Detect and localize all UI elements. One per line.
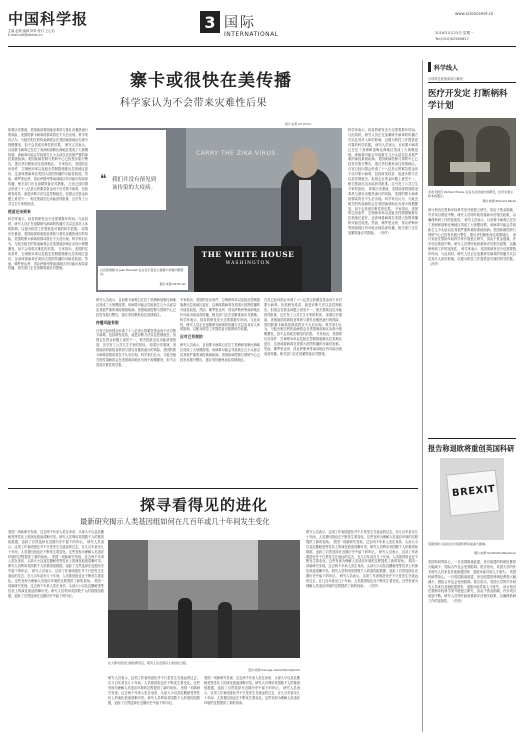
masthead-info-line-1: 主编 赵路 编辑 阿珍 校对 王心怡 bbox=[8, 29, 55, 33]
bottom-story-column-4 bbox=[306, 530, 418, 736]
top-story-paragraph: 如果历史重演，美国南部将面临登革热与基孔肯雅热流行的风险，美国的寨卡病毒疫情或将在不久后出现。科学家们认为，与蚊虫相关的传染病将会在美国南部地区出现小规模暴发，但不会造成灾难性的后果。 bbox=[348, 186, 418, 211]
issue-date: 2016年5月23日 星期一 bbox=[435, 31, 474, 35]
photo-credit: 图片来源:AP Photo bbox=[285, 122, 312, 126]
photo-crowd bbox=[108, 610, 300, 658]
top-story-paragraph: 研究人员表示，目前寨卡病毒已在拉丁美洲和加勒比海地区造成了大规模疫情，该病毒可能会导致新生儿小头症以及其他严重的神经系统疾病。美国疾病控制与预防中心已经发布旅行警告，建议孕妇避免前往疫情地区。 bbox=[348, 142, 418, 167]
pull-quote-box bbox=[96, 130, 166, 210]
bottom-story-subhead: 最新研究揭示人类基因组如何在几百年或几十年间发生变化 bbox=[80, 517, 270, 526]
brexit-word: BREXIT bbox=[451, 483, 496, 500]
photo-sky bbox=[148, 540, 258, 580]
bottom-story-paragraph: 美国一项新研究发现，过去两千年来人类在身高、头部大小以及乳糖耐受等性状上的演化痕迹清晰可见。研究人员利用英国数千人的基因组数据，追踪了自然选择在近期历史中留下的印记。 bbox=[204, 676, 300, 690]
top-story-subhead: 科学家认为不会带来灾难性后果 bbox=[120, 98, 267, 109]
photo-crowd-figure bbox=[178, 598, 192, 658]
photo-figure-right bbox=[476, 126, 510, 186]
section-title-en: INTERNATIONAL bbox=[224, 31, 279, 38]
top-story-paragraph: 科学家表示，疫苗的研发至少还需要数年时间。与此同时，研究人员正在加紧研究病毒的传播方式以及其对人体的影响，以便为防控工作提供更可靠的科学依据。 bbox=[8, 217, 88, 232]
bottom-story-paragraph: 美国一项新研究发现，过去两千年来人类在身高、头部大小以及乳糖耐受等性状上的演化痕迹清晰可见。研究人员利用英国数千人的基因组数据，追踪了自然选择在近期历史中留下的印记。 bbox=[8, 554, 104, 574]
section-heading: 应对已有预防 bbox=[180, 334, 203, 340]
page-number: 3 bbox=[204, 13, 216, 32]
brexit-headline: 报告称退欧将重创英国科研 bbox=[428, 444, 515, 453]
pull-quote: 我们并没有预见到该传染的大疫病。 bbox=[112, 177, 157, 191]
bottom-story-photo bbox=[108, 540, 300, 658]
bottom-story-paragraph: 美国一项新研究发现，过去两千年来人类在身高、头部大小以及乳糖耐受等性状上的演化痕迹清晰可见。研究人员利用英国数千人的基因组数据，追踪了自然选择在近期历史中留下的印记。 bbox=[8, 579, 104, 598]
top-story-column-1 bbox=[8, 128, 88, 486]
bottom-story-column-3 bbox=[204, 676, 300, 736]
top-story-paragraph: 专家指出，美国的住房条件、空调使用率以及蚊虫控制措施都比拉美地区更好，这意味着病毒在美国大范围传播的可能性较低。然而，佛罗里达州、得克萨斯州等南部地区仍可能出现局部传播，相关部门正在加紧准备应对措施。 bbox=[264, 332, 342, 356]
brexit-photo-caption: 英国退欧公投将会对英国科研造成重大影响。 bbox=[428, 542, 489, 546]
top-story-paragraph: 科学家表示，疫苗的研发至少还需要数年时间。与此同时，研究人员正在加紧研究病毒的传播方式以及其对人体的影响，以便为防控工作提供更可靠的科学依据。 bbox=[180, 317, 260, 332]
top-story-paragraph: 专家指出，美国的住房条件、空调使用率以及蚊虫控制措施都比拉美地区更好，这意味着病毒在美国大范围传播的可能性较低。然而，佛罗里达州、得克萨斯州等南部地区仍可能出现局部传播，相关部门正在加紧准备应对措施。 bbox=[348, 206, 418, 236]
bottom-story-paragraph: 美国一项新研究发现，过去两千年来人类在身高、头部大小以及乳糖耐受等性状上的演化痕迹清晰可见。研究人员利用英国数千人的基因组数据，追踪了自然选择在近期历史中留下的印记。 bbox=[108, 685, 200, 705]
photo-caption-credit: 图片来源:AP Photo bbox=[159, 282, 186, 286]
top-story-paragraph: 如果历史重演，美国南部将面临登革热与基孔肯雅热流行的风险，美国的寨卡病毒疫情或将在不久后出现。科学家们认为，与蚊虫相关的传染病将会在美国南部地区出现小规模暴发，但不会造成灾难性的后果。 bbox=[8, 227, 88, 251]
photo-sample-tray bbox=[450, 162, 490, 172]
top-story-end-mark: （冯莎） bbox=[377, 231, 391, 236]
section-heading: 疫苗还未到来 bbox=[8, 208, 31, 214]
bottom-story-paragraph: 研究人员表示，这项工作表明进化并不只是发生在遥远的过去，在几百年甚至几十年间，人类基因组也在不断发生着变化。这些发现为理解人类适应环境的过程提供了新的视角。 bbox=[306, 530, 418, 544]
top-story-paragraph: 专家指出，美国的住房条件、空调使用率以及蚊虫控制措施都比拉美地区更好，这意味着病毒在美国大范围传播的可能性较低。然而，佛罗里达州、得克萨斯州等南部地区仍可能出现局部传播，相关部门正在加紧准备应对措施。 bbox=[8, 162, 88, 186]
brexit-end-mark: （冯莎） bbox=[451, 599, 465, 604]
top-story-paragraph: 专家指出，美国的住房条件、空调使用率以及蚊虫控制措施都比拉美地区更好，这意味着病毒在美国大范围传播的可能性较低。然而，佛罗里达州、得克萨斯州等南部地区仍可能出现局部传播，相关部门正在加紧准备应对措施。 bbox=[8, 246, 88, 271]
sidebar-top-text bbox=[428, 208, 516, 434]
newspaper-logo: 中国科学报 bbox=[8, 10, 89, 28]
bottom-story-paragraph: 研究人员表示，这项工作表明进化并不只是发生在遥远的过去，在几百年甚至几十年间，人类基因组也在不断发生着变化。这些发现为理解人类适应环境的过程提供了新的视角。 bbox=[306, 574, 418, 588]
top-story-paragraph: 专家指出，美国的住房条件、空调使用率以及蚊虫控制措施都比拉美地区更好，这意味着病毒在美国大范围传播的可能性较低。然而，佛罗里达州、得克萨斯州等南部地区仍可能出现局部传播，相关部门正在加紧准备应对措施。 bbox=[180, 298, 260, 317]
photo-crowd-figure bbox=[218, 602, 232, 658]
bottom-story-paragraph: 研究人员表示，这项工作表明进化并不只是发生在遥远的过去，在几百年甚至几十年间，人类基因组也在不断发生着变化。这些发现为理解人类适应环境的过程提供了新的视角。 bbox=[108, 676, 200, 690]
top-story-column-4 bbox=[264, 298, 342, 486]
bottom-story-paragraph: 美国一项新研究发现，过去两千年来人类在身高、头部大小以及乳糖耐受等性状上的演化痕迹清晰可见。研究人员利用英国数千人的基因组数据，追踪了自然选择在近期历史中留下的印记。 bbox=[306, 539, 418, 554]
section-title: 国际 bbox=[224, 15, 256, 31]
bottom-story-paragraph: 美国一项新研究发现，过去两千年来人类在身高、头部大小以及乳糖耐受等性状上的演化痕迹清晰可见。研究人员利用英国数千人的基因组数据，追踪了自然选择在近期历史中留下的印记。 bbox=[306, 559, 418, 579]
section-heading: 传播风险有限 bbox=[96, 319, 119, 325]
bottom-story-paragraph: 研究人员表示，这项工作表明进化并不只是发生在遥远的过去，在几百年甚至几十年间，人类基因组也在不断发生着变化。这些发现为理解人类适应环境的过程提供了新的视角。 bbox=[204, 685, 300, 705]
sidebar-photo-credit: 图片来源:Richard Parks bbox=[482, 199, 516, 203]
bottom-story-paragraph: 研究人员表示，这项工作表明进化并不只是发生在遥远的过去，在几百年甚至几十年间，人类基因组也在不断发生着变化。这些发现为理解人类适应环境的过程提供了新的视角。 bbox=[306, 549, 418, 564]
masthead bbox=[0, 0, 524, 60]
brexit-paragraph: 该计划旨在帮助年轻科学家开展独立研究，但由于资金削减，许多项目被迫中断。研究人员呼吁政府重新评估相关政策，以确保科研工作的连续性。 bbox=[428, 584, 516, 604]
photo-caption: 白宫新闻秘书 Josh Earnest 在白宫记者会上就寨卡病毒问题答问。 bbox=[100, 268, 184, 276]
bottom-story-paragraph: 研究人员表示，这项工作表明进化并不只是发生在遥远的过去，在几百年甚至几十年间，人类基因组也在不断发生着变化。这些发现为理解人类适应环境的过程提供了新的视角。 bbox=[8, 569, 104, 584]
bottom-story-paragraph: 研究人员表示，这项工作表明进化并不只是发生在遥远的过去，在几百年甚至几十年间，人类基因组也在不断发生着变化。这些发现为理解人类适应环境的过程提供了新的视角。 bbox=[8, 539, 104, 559]
sidebar-label: 科学线人 bbox=[434, 65, 459, 72]
phone-number: Tel:(010)62580617 bbox=[435, 37, 469, 41]
sidebar-photo bbox=[428, 118, 516, 186]
bottom-story-end-mark: （冯莎） bbox=[367, 583, 381, 588]
sidebar-paragraph: 该计划旨在帮助年轻科学家开展独立研究，但由于资金削减，许多项目被迫中断。研究人员呼吁政府重新评估相关政策，以确保科研工作的连续性。 bbox=[428, 208, 516, 222]
masthead-divider bbox=[8, 46, 516, 47]
sidebar-sublabel: 全球科技政策新闻与解析 bbox=[428, 77, 464, 81]
photo-shirt bbox=[299, 180, 311, 220]
top-story-paragraph: 研究人员表示，目前寨卡病毒已在拉丁美洲和加勒比海地区造成了大规模疫情，该病毒可能会导致新生儿小头症以及其他严重的神经系统疾病。美国疾病控制与预防中心已经发布旅行警告，建议孕妇避免前往疫情地区。 bbox=[8, 142, 88, 167]
sidebar-end-mark: （冯莎） bbox=[428, 261, 441, 266]
top-story-paragraph: 研究人员表示，目前寨卡病毒已在拉丁美洲和加勒比海地区造成了大规模疫情，该病毒可能会导致新生儿小头症以及其他严重的神经系统疾病。美国疾病控制与预防中心已经发布旅行警告，建议孕妇避免前往疫情地区。 bbox=[180, 343, 260, 362]
photo-person-head bbox=[292, 148, 318, 178]
brexit-paragraph: 英国科研界担心，一旦英国脱离欧盟，来自欧盟的科研经费将大幅减少，国际合作也会受到阻碍。报告指出，英国大学的许多研究人员来自其他欧盟国家，退欧可能导致人才流失。 bbox=[428, 560, 516, 574]
top-story-headline: 寨卡或很快在美传播 bbox=[130, 71, 292, 91]
brexit-text bbox=[428, 560, 516, 736]
top-story-column-3 bbox=[180, 298, 260, 486]
top-story-paragraph: 白宫已经向国会申请了十八亿美元的紧急资金用于应对寨卡病毒，包括研发疫苗、改进诊断方法以及控制蚊虫。但国会在资金问题上意见不一，相关拨款迟迟未能获得批准，这引发了公共卫生专家的担忧。 bbox=[8, 181, 88, 206]
sidebar-paragraph: 科学家表示，疫苗的研发至少还需要数年时间。与此同时，研究人员正在加紧研究病毒的传播方式以及其对人体的影响，以便为防控工作提供更可靠的科学依据。 bbox=[428, 247, 516, 262]
sidebar-section-rule bbox=[428, 438, 516, 439]
sidebar-photo-caption: 圣迭戈附近 Richard Parks 在其为会员做出的研究，给学生展示样本的图片。 bbox=[428, 190, 514, 198]
top-story-column-2 bbox=[96, 298, 176, 486]
photo-building-left bbox=[108, 540, 148, 620]
sidebar-rule bbox=[428, 82, 516, 83]
brexit-photo bbox=[440, 458, 504, 540]
top-story-paragraph: 白宫已经向国会申请了十八亿美元的紧急资金用于应对寨卡病毒，包括研发疫苗、改进诊断方法以及控制蚊虫。但国会在资金问题上意见不一，相关拨款迟迟未能获得批准，这引发了公共卫生专家的担忧。 bbox=[96, 328, 176, 348]
brexit-photo-credit: 图片来源:Smith/Shutterstock bbox=[474, 551, 516, 555]
story-divider bbox=[8, 488, 418, 489]
top-story-paragraph: 白宫已经向国会申请了十八亿美元的紧急资金用于应对寨卡病毒，包括研发疫苗、改进诊断方法以及控制蚊虫。但国会在资金问题上意见不一，相关拨款迟迟未能获得批准，这引发了公共卫生专家的担忧。 bbox=[264, 298, 342, 317]
brexit-paragraph: 英国科研界担心，一旦英国脱离欧盟，来自欧盟的科研经费将大幅减少，国际合作也会受到阻碍。报告指出，英国大学的许多研究人员来自其他欧盟国家，退欧可能导致人才流失。 bbox=[428, 569, 516, 589]
masthead-info-line-2: E-mail:intl@stimes.cn bbox=[8, 33, 43, 37]
top-story-paragraph: 白宫已经向国会申请了十八亿美元的紧急资金用于应对寨卡病毒，包括研发疫苗、改进诊断方法以及控制蚊虫。但国会在资金问题上意见不一，相关拨款迟迟未能获得批准，这引发了公共卫生专家的担忧。 bbox=[348, 167, 418, 191]
top-story-paragraph: 研究人员表示，目前寨卡病毒已在拉丁美洲和加勒比海地区造成了大规模疫情，该病毒可能会导致新生儿小头症以及其他严重的神经系统疾病。美国疾病控制与预防中心已经发布旅行警告，建议孕妇避免前往疫情地区。 bbox=[96, 298, 176, 317]
top-story-paragraph: 科学家表示，疫苗的研发至少还需要数年时间。与此同时，研究人员正在加紧研究病毒的传播方式以及其对人体的影响，以便为防控工作提供更可靠的科学依据。 bbox=[348, 128, 418, 147]
podium-sign-subtext: WASHINGTON bbox=[225, 261, 271, 266]
quote-mark-icon: ❝ bbox=[100, 172, 107, 186]
sidebar-paragraph: 该计划旨在帮助年轻科学家开展独立研究，但由于资金削减，许多项目被迫中断。研究人员呼吁政府重新评估相关政策，以确保科研工作的连续性。 bbox=[428, 232, 516, 252]
site-url: www.sciencenet.cn bbox=[455, 11, 494, 16]
bottom-photo-credit: 图片来源:George Clerk/iStockphoto bbox=[248, 668, 300, 672]
bottom-story-column-1 bbox=[8, 530, 104, 736]
sidebar-label-bar bbox=[428, 62, 431, 72]
sidebar-paragraph: 研究人员表示，目前寨卡病毒已在拉丁美洲和加勒比海地区造成了大规模疫情，该病毒可能会导致新生儿小头症以及其他严重的神经系统疾病。美国疾病控制与预防中心已经发布旅行警告，建议孕妇避免前往疫情地区。 bbox=[428, 217, 516, 237]
top-story-paragraph: 如果历史重演，美国南部将面临登革热与基孔肯雅热流行的风险，美国的寨卡病毒疫情或将在不久后出现。科学家们认为，与蚊虫相关的传染病将会在美国南部地区出现小规模暴发，但不会造成灾难性的后果。 bbox=[8, 128, 88, 147]
photo-figure-left bbox=[434, 130, 464, 186]
top-story-column-5 bbox=[348, 128, 418, 486]
bottom-photo-caption: 在大都市里进行细致研究后，研究人员发现其人类进化过程， bbox=[108, 661, 190, 665]
sidebar-headline: 医疗开发定 打断柄科学计划 bbox=[428, 89, 508, 111]
bottom-story-paragraph: 美国一项新研究发现，过去两千年来人类在身高、头部大小以及乳糖耐受等性状上的演化痕迹清晰可见。研究人员利用英国数千人的基因组数据，追踪了自然选择在近期历史中留下的印记。 bbox=[8, 530, 104, 544]
top-story-paragraph: 如果历史重演，美国南部将面临登革热与基孔肯雅热流行的风险，美国的寨卡病毒疫情或将在不久后出现。科学家们认为，与蚊虫相关的传染病将会在美国南部地区出现小规模暴发，但不会造成灾难性的后果。 bbox=[96, 343, 176, 367]
podium-sign-text: THE WHITE HOUSE bbox=[201, 250, 295, 259]
bottom-story-headline: 探寻看得见的进化 bbox=[140, 496, 269, 514]
sidebar-divider bbox=[422, 60, 423, 732]
photo-wall-text: CARRY THE ZIKA VIRUS bbox=[196, 150, 276, 157]
top-story-paragraph: 如果历史重演，美国南部将面临登革热与基孔肯雅热流行的风险，美国的寨卡病毒疫情或将在不久后出现。科学家们认为，与蚊虫相关的传染病将会在美国南部地区出现小规模暴发，但不会造成灾难性的后果。 bbox=[264, 312, 342, 337]
bottom-story-column-2 bbox=[108, 676, 200, 736]
